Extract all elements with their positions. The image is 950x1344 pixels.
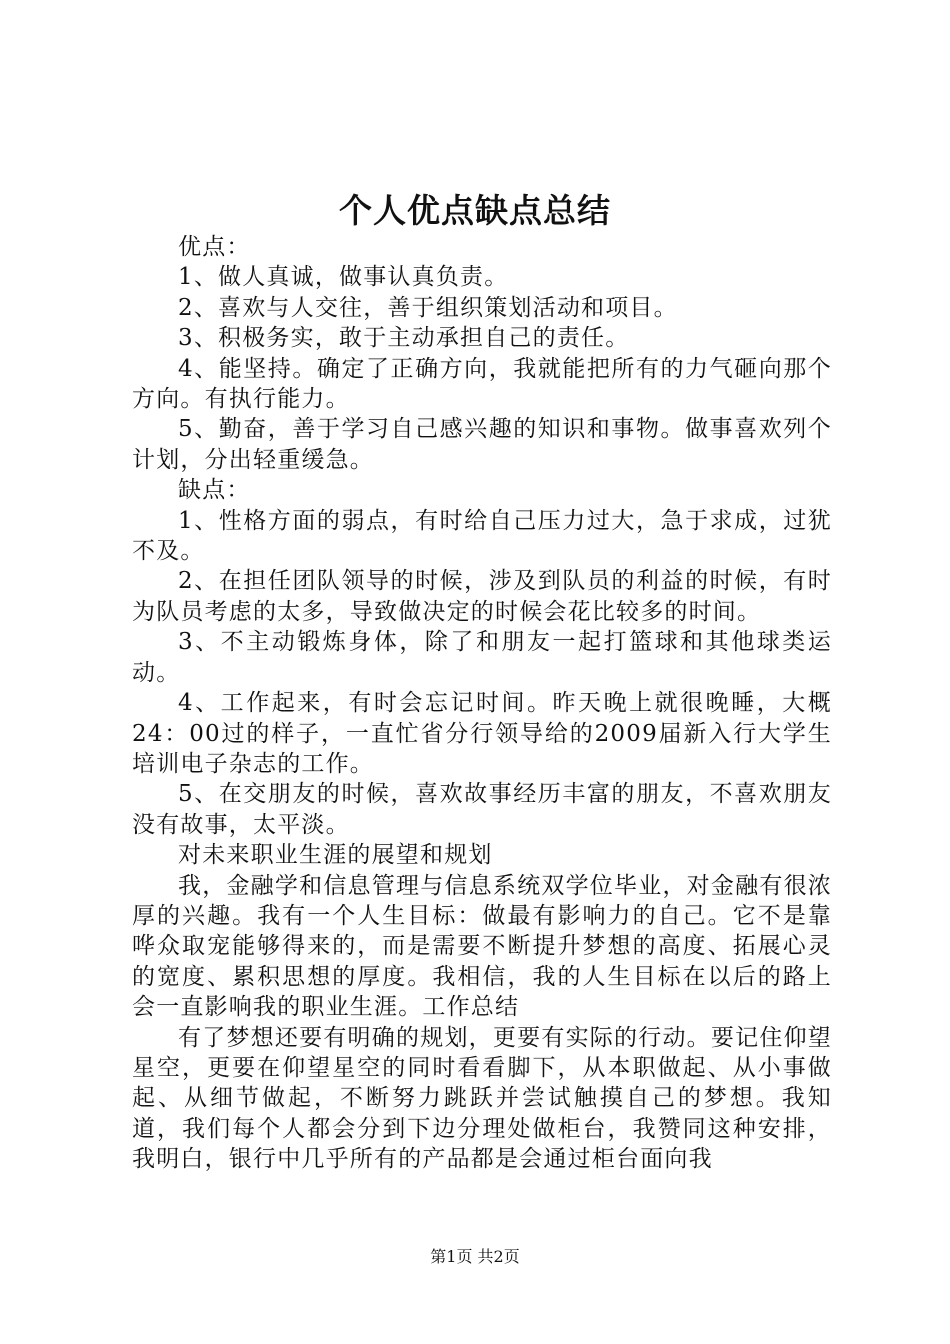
paragraph: 5、勤奋，善于学习自己感兴趣的知识和事物。做事喜欢列个计划，分出轻重缓急。	[132, 416, 832, 473]
paragraph: 4、工作起来，有时会忘记时间。昨天晚上就很晚睡，大概24：00过的样子，一直忙省分行领导给的2009届新入行大学生培训电子杂志的工作。	[132, 690, 832, 777]
paragraph: 2、在担任团队领导的时候，涉及到队员的利益的时候，有时为队员考虑的太多，导致做决定的时候会花比较多的时间。	[132, 568, 832, 625]
paragraph: 1、做人真诚，做事认真负责。	[178, 264, 509, 291]
paragraph-advantages-heading: 优点：	[178, 234, 251, 260]
paragraph: 2、喜欢与人交往，善于组织策划活动和项目。	[178, 294, 678, 321]
page-number: 第1页	[430, 1247, 473, 1266]
paragraph: 3、积极务实，敢于主动承担自己的责任。	[178, 325, 630, 352]
paragraph: 有了梦想还要有明确的规划，更要有实际的行动。要记住仰望星空，更要在仰望星空的同时看看脚下，从本职做起、从小事做起、从细节做起，不断努力跳跃并尝试触摸自己的梦想。我知道，我们每个人都会分到下边分理处做柜台，我赞同这种安排，我明白，银行中几乎所有的产品都是会通过柜台面向我	[132, 1024, 832, 1173]
document-body	[132, 232, 832, 1175]
paragraph: 3、不主动锻炼身体，除了和朋友一起打篮球和其他球类运动。	[132, 629, 832, 686]
paragraph: 5、在交朋友的时候，喜欢故事经历丰富的朋友，不喜欢朋友没有故事，太平淡。	[132, 781, 832, 838]
paragraph: 1、性格方面的弱点，有时给自己压力过大，急于求成，过犹不及。	[132, 507, 832, 565]
page-total: 共2页	[477, 1247, 520, 1266]
page-footer	[0, 1244, 950, 1267]
paragraph: 我，金融学和信息管理与信息系统双学位毕业，对金融有很浓厚的兴趣。我有一个人生目标：做最有影响力的自己。它不是靠哗众取宠能够得来的，而是需要不断提升梦想的高度、拓展心灵的宽度、累积思想的厚度。我相信，我的人生目标在以后的路上会一直影响我的职业生涯。工作总结	[132, 872, 832, 1021]
document-title: 个人优点缺点总结	[339, 191, 611, 230]
paragraph-career-heading: 对未来职业生涯的展望和规划	[178, 842, 493, 869]
paragraph-disadvantages-heading: 缺点：	[178, 477, 251, 504]
paragraph: 4、能坚持。确定了正确方向，我就能把所有的力气砸向那个方向。有执行能力。	[132, 355, 832, 413]
